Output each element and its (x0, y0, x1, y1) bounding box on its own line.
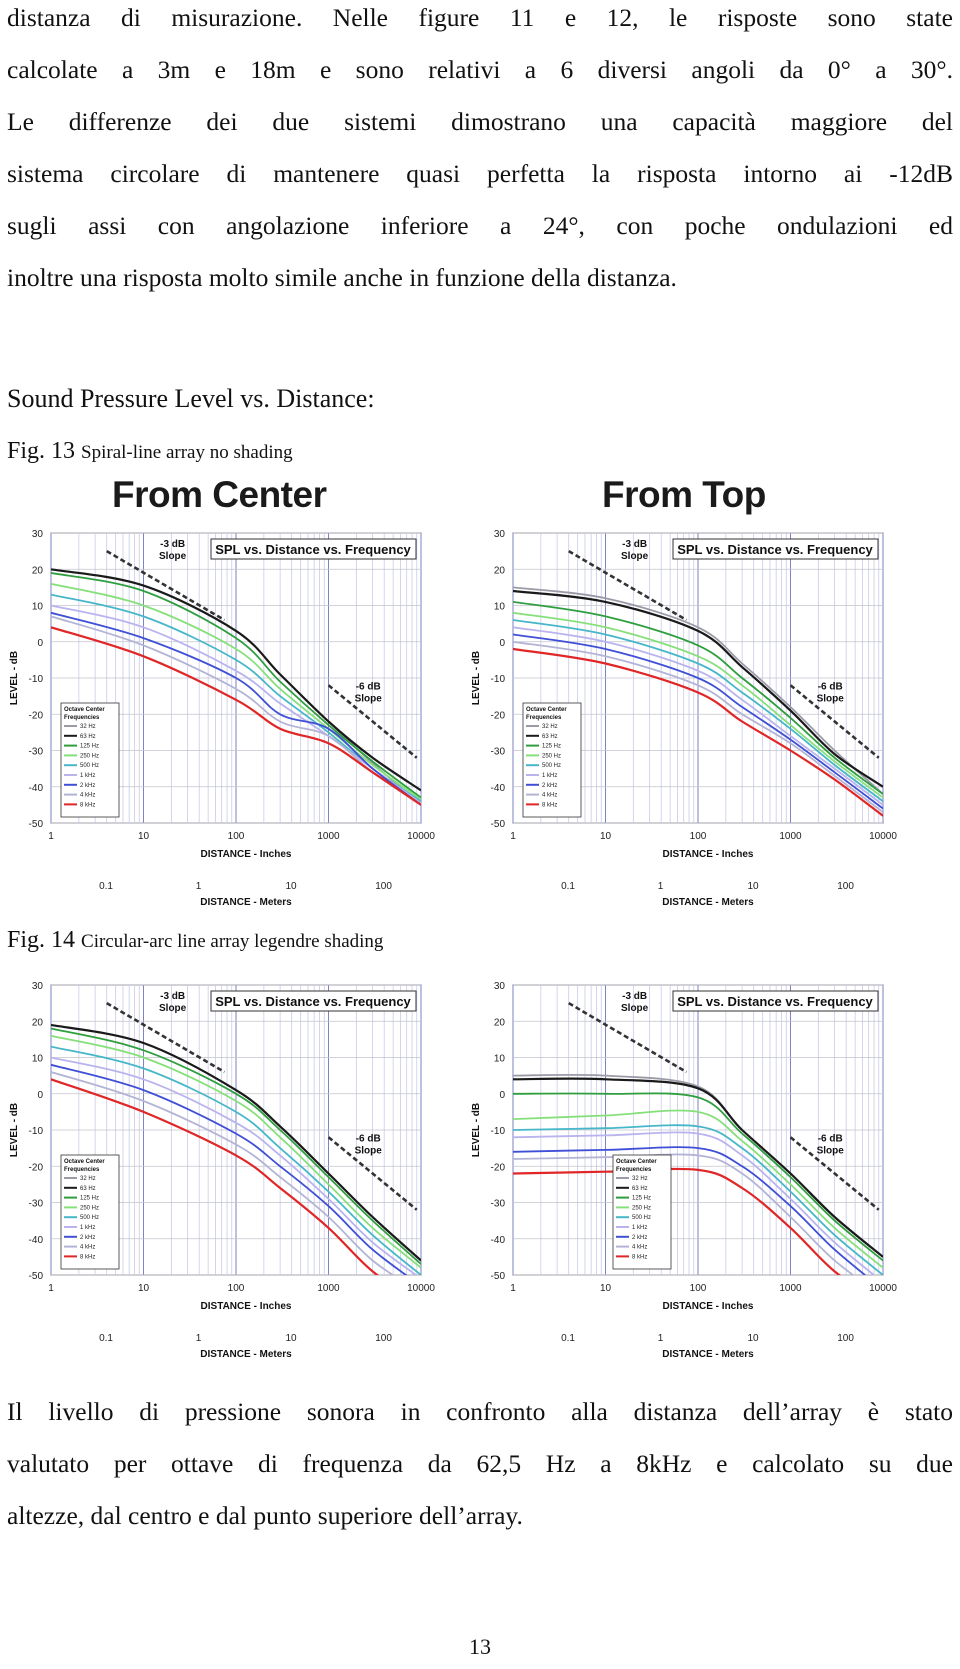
x-axis-label-inches: DISTANCE - Inches (200, 849, 292, 860)
fig14-text: Circular-arc line array legendre shading (81, 931, 384, 952)
y-tick-label: 30 (493, 529, 505, 540)
chart-title: SPL vs. Distance vs. Frequency (677, 542, 873, 557)
outro-line: valutato per ottave di frequenza da 62,5 Hz a 8kHz e calcolato su due (7, 1449, 953, 1478)
slope-label: -3 dB (160, 991, 186, 1003)
spl-chart-svg (6, 525, 446, 917)
y-tick-label: -30 (28, 1198, 43, 1210)
x-tick-label: 1000 (779, 831, 802, 842)
section-heading: Sound Pressure Level vs. Distance: (7, 384, 375, 413)
x-tick-label: 100 (227, 1283, 245, 1294)
legend-title: Frequencies (526, 715, 562, 721)
spl-chart-svg (6, 977, 446, 1369)
x-axis-label-meters: DISTANCE - Meters (200, 1349, 292, 1360)
legend-label: 2 kHz (632, 1234, 648, 1241)
x-meter-tick-label: 10 (747, 881, 759, 892)
y-tick-label: 20 (31, 565, 43, 577)
y-tick-label: -10 (490, 1126, 505, 1137)
fig13-text: Spiral-line array no shading (81, 442, 293, 463)
x-axis-label-meters: DISTANCE - Meters (662, 1349, 754, 1360)
x-tick-label: 1000 (317, 831, 340, 842)
x-tick-label: 10000 (407, 1283, 435, 1294)
x-tick-label: 100 (227, 831, 245, 842)
legend-label: 250 Hz (80, 753, 100, 760)
y-tick-label: 20 (493, 565, 505, 577)
legend-label: 8 kHz (80, 802, 96, 809)
legend-label: 8 kHz (80, 1254, 96, 1261)
x-meter-tick-label: 0.1 (561, 881, 576, 892)
x-meter-tick-label: 0.1 (561, 1333, 576, 1344)
y-tick-label: -20 (28, 1162, 43, 1174)
outro-paragraph (7, 1386, 953, 1542)
intro-line: inoltre una risposta molto simile anche in funzione della distanza. (7, 263, 677, 292)
legend-label: 125 Hz (542, 743, 562, 750)
legend-title: Octave Center (64, 707, 105, 713)
legend-label: 63 Hz (632, 1185, 648, 1192)
y-axis-label: LEVEL - dB (471, 1102, 482, 1158)
legend-label: 4 kHz (632, 1244, 648, 1251)
legend-label: 4 kHz (542, 792, 558, 799)
y-tick-label: 10 (493, 601, 505, 613)
y-tick-label: 30 (493, 981, 505, 992)
y-tick-label: -50 (28, 819, 43, 830)
x-tick-label: 10000 (869, 831, 897, 842)
legend-title: Octave Center (616, 1159, 657, 1165)
plot-fig14-center (6, 977, 446, 1369)
outro-line: Il livello di pressione sonora in confronto alla distanza dell’array è stato (7, 1397, 953, 1426)
y-tick-label: 0 (499, 637, 505, 649)
y-tick-label: 30 (31, 981, 43, 992)
x-meter-tick-label: 1 (195, 1333, 202, 1344)
legend-label: 500 Hz (632, 1215, 652, 1222)
x-tick-label: 10 (137, 1283, 150, 1294)
legend-label: 1 kHz (80, 1225, 96, 1231)
y-tick-label: 20 (493, 1017, 505, 1029)
x-axis-label-inches: DISTANCE - Inches (662, 1301, 754, 1312)
x-tick-label: 1 (48, 831, 54, 842)
y-tick-label: 0 (37, 637, 43, 649)
y-tick-label: 10 (493, 1053, 505, 1065)
slope-label: -6 dB (355, 1133, 381, 1145)
intro-line: sugli assi con angolazione inferiore a 24°, con poche ondulazioni ed (7, 211, 953, 240)
page-number: 13 (469, 1634, 491, 1659)
y-axis-label: LEVEL - dB (471, 650, 482, 706)
y-tick-label: -20 (28, 710, 43, 722)
x-tick-label: 100 (689, 1283, 707, 1294)
fig13-caption (7, 438, 293, 465)
y-tick-label: -40 (28, 782, 43, 794)
column-title-top: From Top (602, 474, 766, 515)
y-tick-label: -50 (490, 1271, 505, 1282)
y-tick-label: 0 (37, 1089, 43, 1101)
y-tick-label: -50 (28, 1271, 43, 1282)
x-tick-label: 10000 (869, 1283, 897, 1294)
legend-label: 1 kHz (542, 773, 558, 779)
slope-label: -6 dB (817, 1133, 843, 1145)
legend-label: 2 kHz (542, 782, 558, 789)
y-tick-label: 20 (31, 1017, 43, 1029)
legend-label: 8 kHz (632, 1254, 648, 1261)
fig14-caption (7, 927, 383, 954)
legend-label: 500 Hz (80, 763, 100, 770)
x-meter-tick-label: 100 (375, 1333, 392, 1344)
column-title-center: From Center (112, 474, 327, 515)
y-tick-label: -10 (490, 674, 505, 685)
y-tick-label: -40 (28, 1234, 43, 1246)
legend-label: 32 Hz (632, 1176, 648, 1182)
legend-label: 63 Hz (542, 733, 558, 740)
legend-label: 250 Hz (542, 753, 562, 760)
x-tick-label: 100 (689, 831, 707, 842)
x-meter-tick-label: 10 (747, 1333, 759, 1344)
legend-title: Frequencies (616, 1167, 652, 1173)
legend-label: 32 Hz (80, 1176, 96, 1182)
x-tick-label: 1 (510, 1283, 516, 1294)
intro-line: calcolate a 3m e 18m e sono relativi a 6 diversi angoli da 0° a 30°. (7, 55, 953, 84)
slope-label: Slope (159, 551, 187, 563)
slope-label: -3 dB (622, 539, 648, 551)
y-tick-label: -30 (28, 746, 43, 758)
x-meter-tick-label: 1 (195, 881, 202, 892)
plot-fig14-top (468, 977, 908, 1369)
x-axis-label-meters: DISTANCE - Meters (200, 897, 292, 908)
x-tick-label: 10 (599, 1283, 612, 1294)
legend-label: 1 kHz (80, 773, 96, 779)
x-meter-tick-label: 100 (375, 881, 392, 892)
chart-title: SPL vs. Distance vs. Frequency (677, 994, 873, 1009)
legend-label: 4 kHz (80, 1244, 96, 1251)
x-meter-tick-label: 100 (837, 1333, 854, 1344)
y-tick-label: -40 (490, 782, 505, 794)
y-tick-label: -10 (28, 1126, 43, 1137)
slope-label: Slope (816, 1145, 844, 1157)
y-tick-label: 0 (499, 1089, 505, 1101)
intro-line: distanza di misurazione. Nelle figure 11 e 12, le risposte sono state (7, 3, 953, 32)
legend-label: 63 Hz (80, 733, 96, 740)
legend-label: 125 Hz (80, 1195, 100, 1202)
y-tick-label: -20 (490, 1162, 505, 1174)
legend-title: Frequencies (64, 715, 100, 721)
x-tick-label: 1000 (317, 1283, 340, 1294)
x-meter-tick-label: 10 (285, 1333, 297, 1344)
slope-label: -3 dB (160, 539, 186, 551)
y-axis-label: LEVEL - dB (9, 1102, 20, 1158)
y-tick-label: -40 (490, 1234, 505, 1246)
legend-title: Octave Center (526, 707, 567, 713)
slope-label: Slope (621, 1003, 649, 1015)
plot-fig13-center (6, 525, 446, 917)
legend-label: 125 Hz (632, 1195, 652, 1202)
x-tick-label: 1000 (779, 1283, 802, 1294)
legend-label: 8 kHz (542, 802, 558, 809)
x-meter-tick-label: 1 (657, 1333, 664, 1344)
legend-label: 250 Hz (632, 1205, 652, 1212)
y-tick-label: -30 (490, 1198, 505, 1210)
legend-label: 2 kHz (80, 782, 96, 789)
x-axis-label-inches: DISTANCE - Inches (200, 1301, 292, 1312)
y-tick-label: -10 (28, 674, 43, 685)
legend-label: 32 Hz (542, 724, 558, 730)
slope-label: Slope (816, 693, 844, 705)
legend-label: 1 kHz (632, 1225, 648, 1231)
y-tick-label: 30 (31, 529, 43, 540)
x-tick-label: 1 (510, 831, 516, 842)
plot-fig13-top (468, 525, 908, 917)
slope-label: Slope (354, 693, 382, 705)
slope-label: -6 dB (355, 681, 381, 693)
spl-chart-svg (468, 525, 908, 917)
slope-label: -6 dB (817, 681, 843, 693)
slope-label: -3 dB (622, 991, 648, 1003)
legend-label: 63 Hz (80, 1185, 96, 1192)
legend-label: 2 kHz (80, 1234, 96, 1241)
y-tick-label: 10 (31, 601, 43, 613)
legend-label: 125 Hz (80, 743, 100, 750)
intro-line: Le differenze dei due sistemi dimostrano una capacità maggiore del (7, 107, 953, 136)
y-axis-label: LEVEL - dB (9, 650, 20, 706)
y-tick-label: -20 (490, 710, 505, 722)
x-meter-tick-label: 0.1 (99, 1333, 114, 1344)
intro-line: sistema circolare di mantenere quasi perfetta la risposta intorno ai -12dB (7, 159, 953, 188)
legend-label: 500 Hz (80, 1215, 100, 1222)
x-tick-label: 10 (599, 831, 612, 842)
slope-label: Slope (354, 1145, 382, 1157)
x-tick-label: 10 (137, 831, 150, 842)
slope-label: Slope (159, 1003, 187, 1015)
x-meter-tick-label: 100 (837, 881, 854, 892)
x-meter-tick-label: 1 (657, 881, 664, 892)
x-meter-tick-label: 0.1 (99, 881, 114, 892)
legend-title: Octave Center (64, 1159, 105, 1165)
x-tick-label: 1 (48, 1283, 54, 1294)
outro-line: altezze, dal centro e dal punto superiore dell’array. (7, 1501, 523, 1530)
legend-label: 500 Hz (542, 763, 562, 770)
slope-label: Slope (621, 551, 649, 563)
intro-paragraph (7, 0, 953, 304)
x-axis-label-meters: DISTANCE - Meters (662, 897, 754, 908)
y-tick-label: 10 (31, 1053, 43, 1065)
x-axis-label-inches: DISTANCE - Inches (662, 849, 754, 860)
legend-label: 250 Hz (80, 1205, 100, 1212)
chart-title: SPL vs. Distance vs. Frequency (215, 542, 411, 557)
spl-chart-svg (468, 977, 908, 1369)
y-tick-label: -50 (490, 819, 505, 830)
x-meter-tick-label: 10 (285, 881, 297, 892)
legend-title: Frequencies (64, 1167, 100, 1173)
x-tick-label: 10000 (407, 831, 435, 842)
legend-label: 32 Hz (80, 724, 96, 730)
legend-label: 4 kHz (80, 792, 96, 799)
chart-title: SPL vs. Distance vs. Frequency (215, 994, 411, 1009)
y-tick-label: -30 (490, 746, 505, 758)
fig14-label: Fig. 14 (7, 927, 76, 953)
fig13-label: Fig. 13 (7, 438, 76, 464)
